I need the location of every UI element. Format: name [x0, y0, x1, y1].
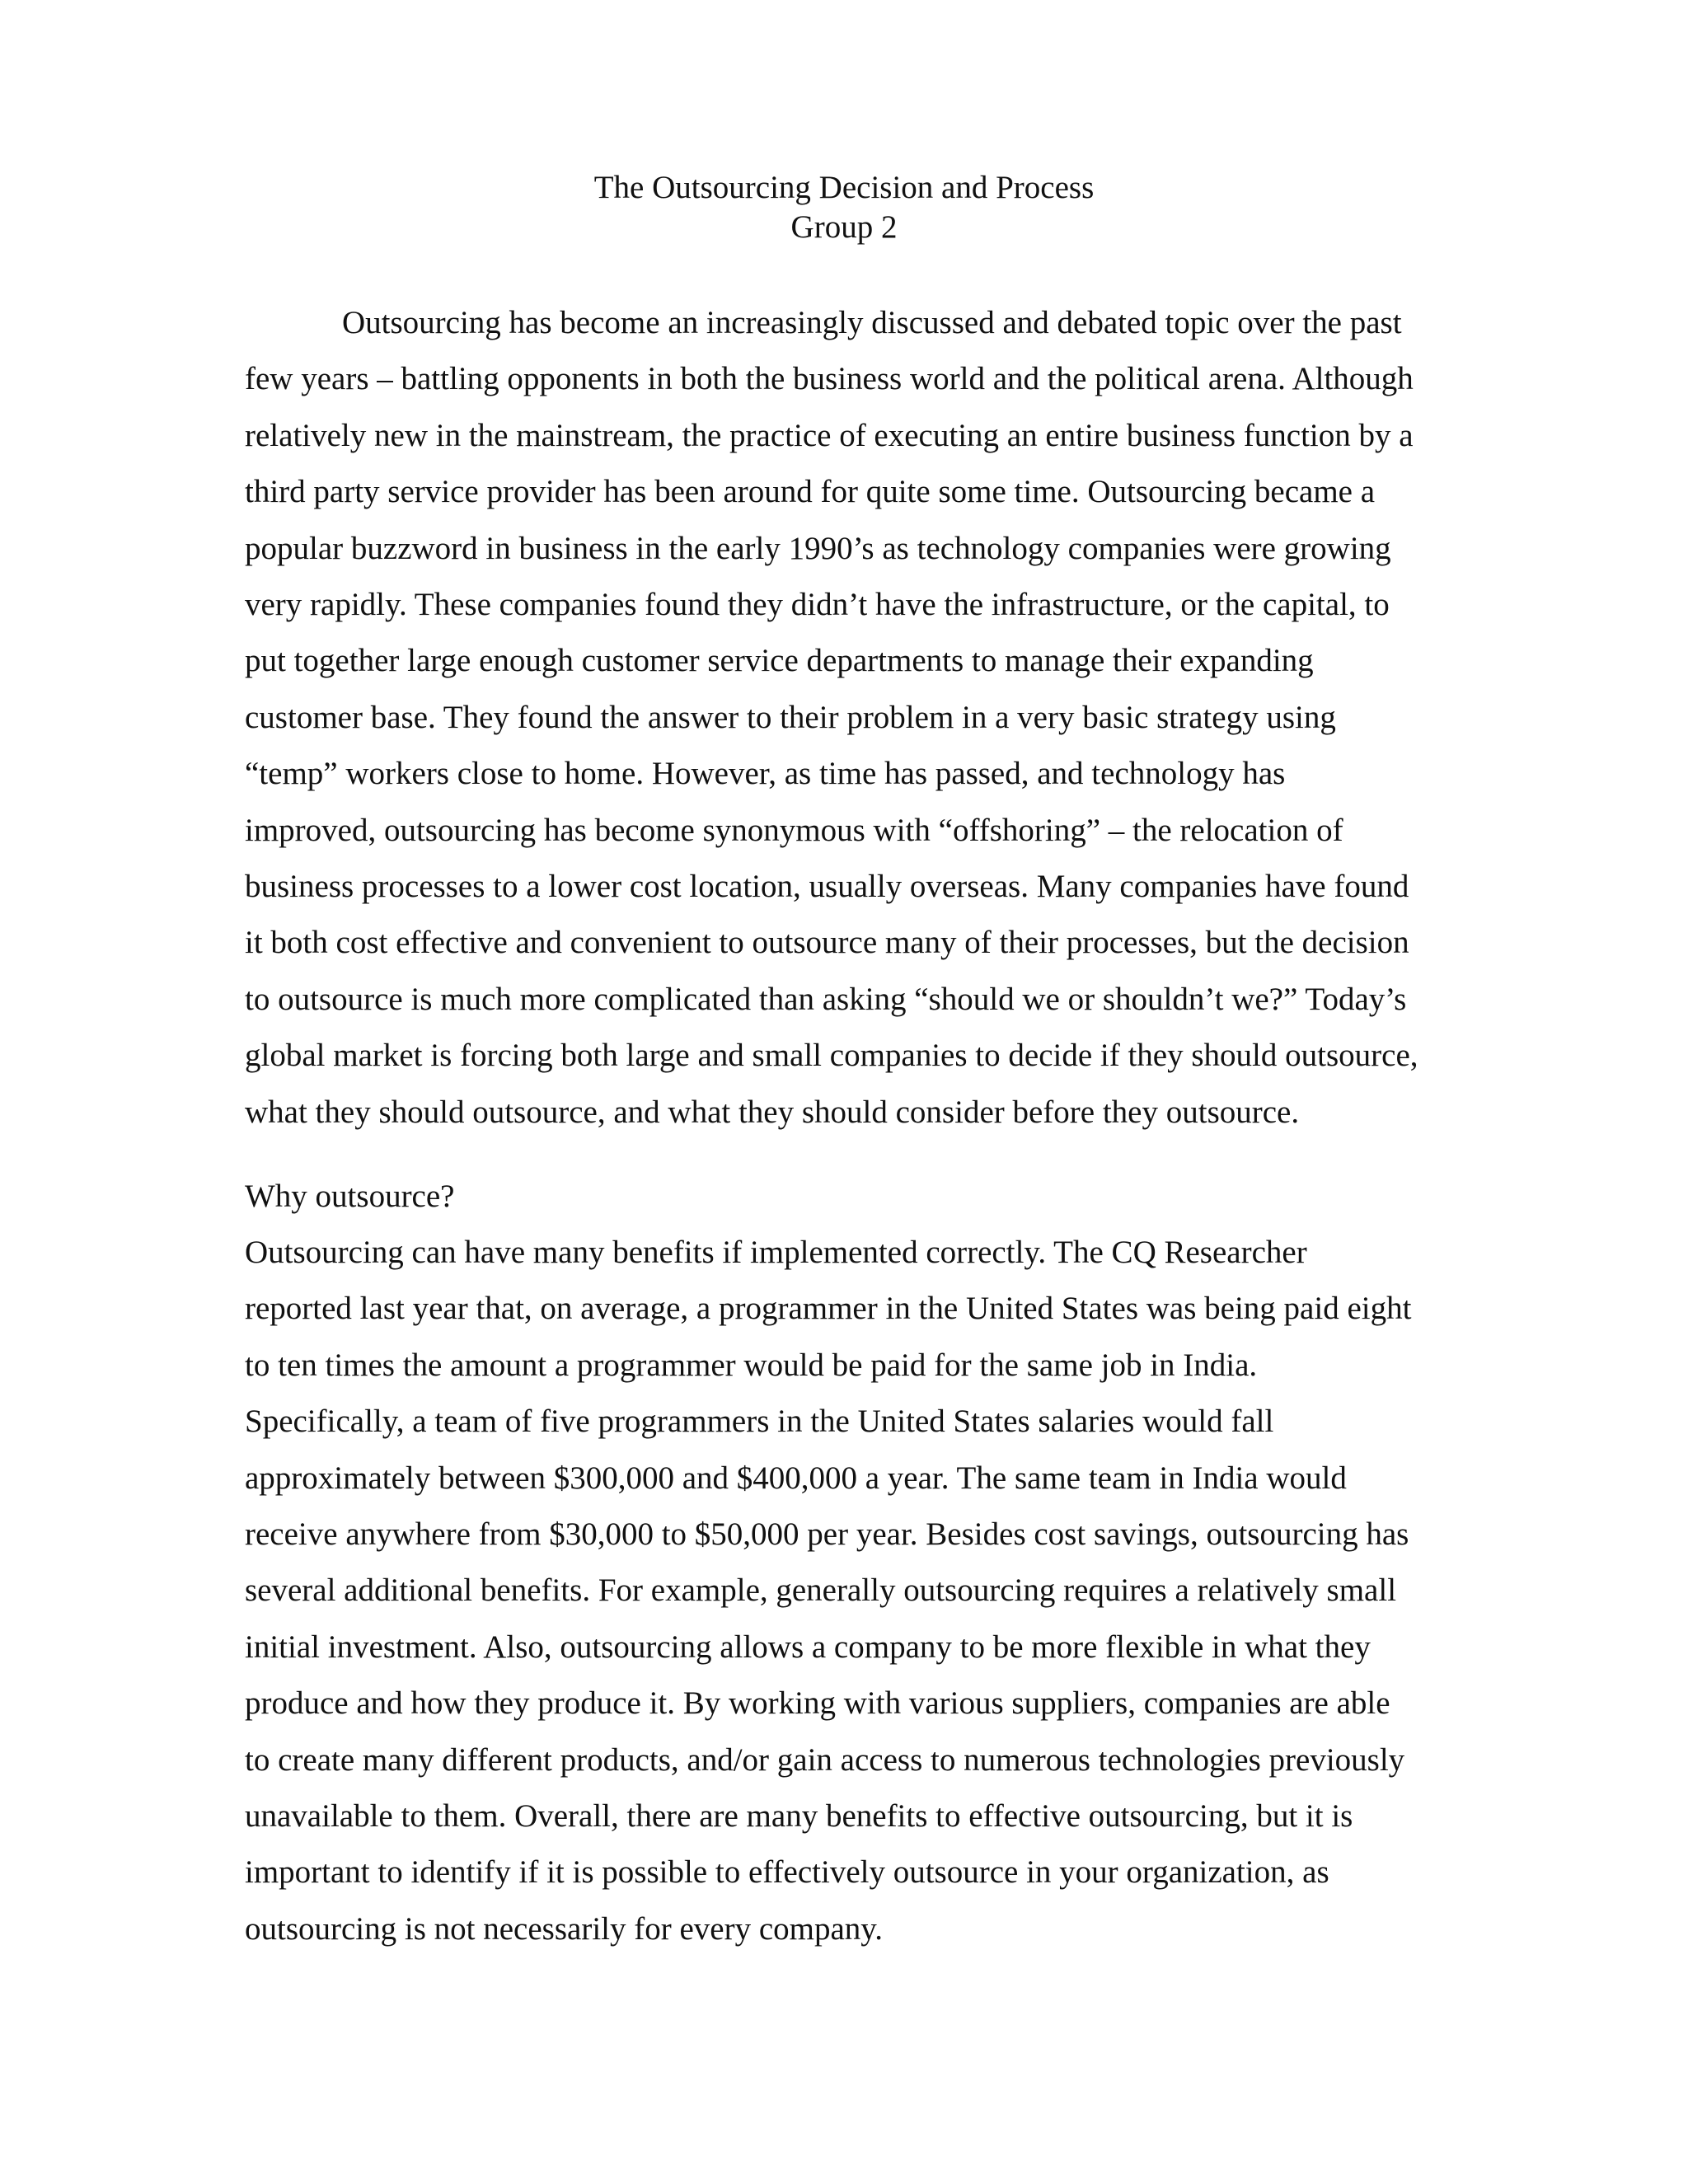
paragraph-line: Specifically, a team of five programmers in the United States salaries would fall — [245, 1404, 1274, 1440]
paragraph-line: unavailable to them. Overall, there are many benefits to effective outsourcing, but it is — [245, 1798, 1353, 1835]
document-title: The Outsourcing Decision and Process — [593, 170, 1095, 205]
title-block — [0, 168, 1688, 247]
paragraph-line: what they should outsource, and what they should consider before they outsource. — [245, 1094, 1300, 1130]
paragraph-line: relatively new in the mainstream, the practice of executing an entire business function by a — [245, 417, 1414, 453]
paragraph-line: reported last year that, on average, a programmer in the United States was being paid eight — [245, 1291, 1412, 1327]
paragraph-line: Outsourcing has become an increasingly discussed and debated topic over the past — [342, 305, 1402, 340]
paragraph-line: put together large enough customer service departments to manage their expanding — [245, 643, 1314, 679]
paragraph-line: third party service provider has been around for quite some time. Outsourcing became a — [245, 474, 1376, 510]
paragraph-line: Outsourcing can have many benefits if implemented correctly. The CQ Researcher — [245, 1235, 1307, 1270]
paragraph-why-outsource — [245, 1225, 1456, 1957]
paragraph-line: initial investment. Also, outsourcing allows a company to be more flexible in what they — [245, 1629, 1371, 1665]
paragraph-line: popular buzzword in business in the early 1990’s as technology companies were growing — [245, 530, 1391, 566]
paragraph-line: customer base. They found the answer to their problem in a very basic strategy using — [245, 699, 1336, 735]
paragraph-intro — [245, 295, 1456, 1141]
paragraph-line: approximately between $300,000 and $400,000 a year. The same team in India would — [245, 1460, 1347, 1496]
document-subtitle: Group 2 — [790, 209, 898, 245]
paragraph-line: business processes to a lower cost location, usually overseas. Many companies have found — [245, 869, 1409, 905]
paragraph-line: several additional benefits. For example, generally outsourcing requires a relatively small — [245, 1572, 1397, 1609]
paragraph-line: produce and how they produce it. By working with various suppliers, companies are able — [245, 1685, 1390, 1722]
section-heading — [245, 1169, 1456, 1225]
paragraph-line: global market is forcing both large and small companies to decide if they should outsource, — [245, 1038, 1418, 1074]
paragraph-line: very rapidly. These companies found they didn’t have the infrastructure, or the capital, to — [245, 587, 1390, 623]
section-heading-text: Why outsource? — [245, 1179, 455, 1214]
paragraph-line: to create many different products, and/or gain access to numerous technologies previously — [245, 1741, 1405, 1778]
paragraph-line: receive anywhere from $30,000 to $50,000 per year. Besides cost savings, outsourcing has — [245, 1516, 1409, 1553]
paragraph-line: outsourcing is not necessarily for every company. — [245, 1910, 884, 1947]
paragraph-line: improved, outsourcing has become synonymous with “offshoring” – the relocation of — [245, 812, 1343, 848]
paragraph-line: it both cost effective and convenient to outsource many of their processes, but the decision — [245, 925, 1409, 961]
paragraph-line: to ten times the amount a programmer would be paid for the same job in India. — [245, 1347, 1258, 1383]
paragraph-line: to outsource is much more complicated than asking “should we or shouldn’t we?” Today’s — [245, 981, 1407, 1017]
paragraph-line: few years – battling opponents in both the business world and the political arena. Although — [245, 361, 1414, 397]
paragraph-line: “temp” workers close to home. However, as time has passed, and technology has — [245, 756, 1286, 792]
paragraph-line: important to identify if it is possible to effectively outsource in your organization, as — [245, 1854, 1329, 1891]
